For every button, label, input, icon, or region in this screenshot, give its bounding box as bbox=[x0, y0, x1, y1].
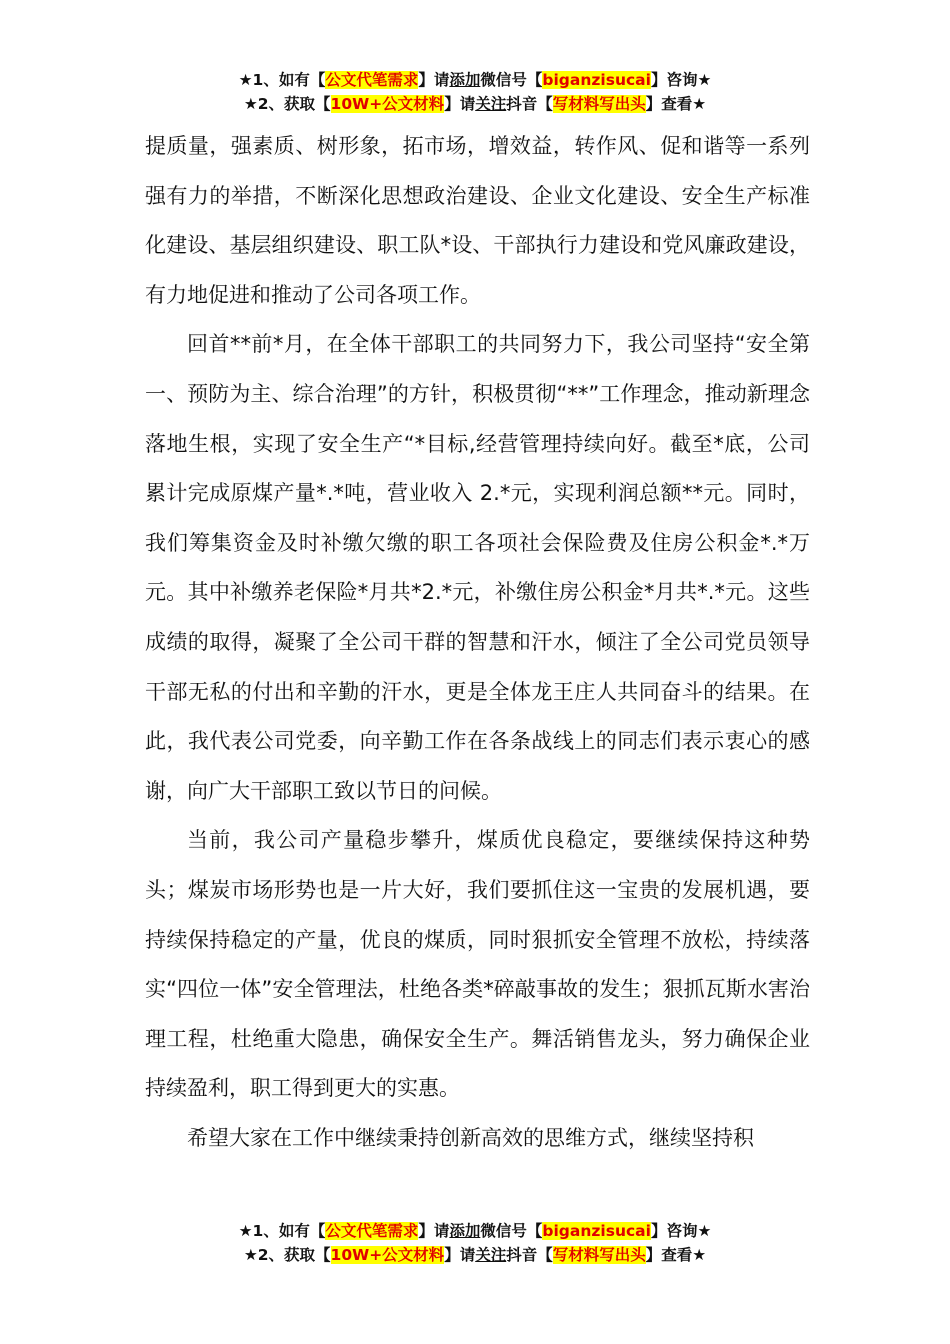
banner-line-1 bbox=[0, 1219, 950, 1243]
banner-text: ★2、获取【 bbox=[243, 1246, 331, 1264]
banner-highlight: 10W+公文材料 bbox=[330, 1246, 445, 1264]
footer-banner bbox=[0, 1219, 950, 1267]
banner-highlight: 写材料写出头 bbox=[552, 1246, 646, 1264]
banner-underline: 关注 bbox=[475, 1246, 507, 1264]
banner-text: ★1、如有【 bbox=[238, 1222, 326, 1240]
paragraph-3: 当前，我公司产量稳步攀升，煤质优良稳定，要继续保持这种势头；煤炭市场形势也是一片大好，我们要抓住这一宝贵的发展机遇，要持续保持稳定的产量，优良的煤质，同时狠抓安全管理不放松，持续落实“四位一体”安全管理法，杜绝各类*碎敲事故的发生；狠抓瓦斯水害治理工程，杜绝重大隐患，确保安全生产。舞活销售龙头，努力确保企业持续盈利，职工得到更大的实惠。 bbox=[145, 828, 810, 1101]
banner-text: 】咨询★ bbox=[650, 71, 712, 89]
banner-highlight: 10W+公文材料 bbox=[330, 95, 445, 113]
banner-text: 抖音【 bbox=[506, 1246, 553, 1264]
banner-text: ★1、如有【 bbox=[238, 71, 326, 89]
banner-underline: 添加 bbox=[449, 71, 481, 89]
paragraph-1: 提质量，强素质、树形象，拓市场，增效益，转作风、促和谐等一系列强有力的举措，不断深化思想政治建设、企业文化建设、安全生产标准化建设、基层组织建设、职工队*设、干部执行力建设和党风廉政建设，有力地促进和推动了公司各项工作。 bbox=[145, 134, 810, 307]
banner-text: 】查看★ bbox=[645, 1246, 707, 1264]
banner-underline: 添加 bbox=[449, 1222, 481, 1240]
banner-text: 】请 bbox=[418, 1222, 450, 1240]
banner-text: 微信号【 bbox=[480, 1222, 543, 1240]
document-body bbox=[145, 122, 810, 1163]
banner-text: 】请 bbox=[444, 1246, 476, 1264]
paragraph-2: 回首**前*月，在全体干部职工的共同努力下，我公司坚持“安全第一、预防为主、综合治理”的方针，积极贯彻“**”工作理念，推动新理念落地生根，实现了安全生产“*目标,经营管理持续向好。截至*底，公司累计完成原煤产量*.*吨，营业收入 2.*元，实现利润总额**元。同时，我们筹集资金及时补缴欠缴的职工各项社会保险费及住房公积金*.*万元。其中补缴养老保险*月共*2.*元，补缴住房公积金*月共*.*元。这些成绩的取得，凝聚了全公司干群的智慧和汗水，倾注了全公司党员领导干部无私的付出和辛勤的汗水，更是全体龙王庄人共同奋斗的结果。在此，我代表公司党委，向辛勤工作在各条战线上的同志们表示衷心的感谢，向广大干部职工致以节日的问候。 bbox=[145, 332, 810, 803]
banner-text: 抖音【 bbox=[506, 95, 553, 113]
header-banner bbox=[0, 68, 950, 116]
banner-highlight: 公文代笔需求 bbox=[325, 71, 419, 89]
banner-text: 】请 bbox=[418, 71, 450, 89]
banner-line-2 bbox=[0, 1243, 950, 1267]
banner-text: 微信号【 bbox=[480, 71, 543, 89]
banner-text: 】咨询★ bbox=[650, 1222, 712, 1240]
paragraph-4: 希望大家在工作中继续秉持创新高效的思维方式，继续坚持积 bbox=[187, 1125, 754, 1150]
banner-line-1 bbox=[0, 68, 950, 92]
banner-highlight: biganzisucai bbox=[542, 71, 651, 89]
banner-line-2 bbox=[0, 92, 950, 116]
banner-highlight: 公文代笔需求 bbox=[325, 1222, 419, 1240]
banner-underline: 关注 bbox=[475, 95, 507, 113]
banner-text: 】查看★ bbox=[645, 95, 707, 113]
banner-highlight: 写材料写出头 bbox=[552, 95, 646, 113]
banner-highlight: biganzisucai bbox=[542, 1222, 651, 1240]
banner-text: 】请 bbox=[444, 95, 476, 113]
banner-text: ★2、获取【 bbox=[243, 95, 331, 113]
